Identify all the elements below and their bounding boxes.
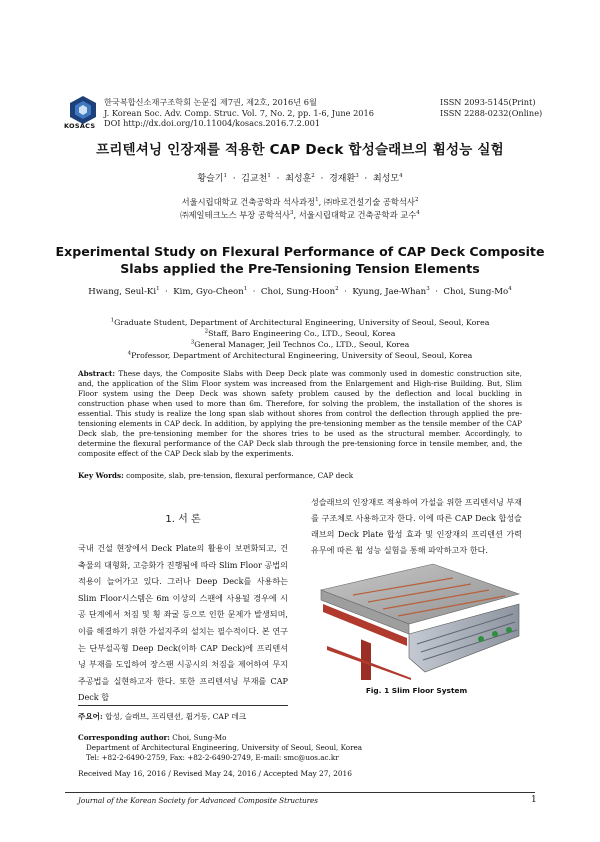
title-en: Experimental Study on Flexural Performance of CAP Deck Composite Slabs applied the Pre-Tensioning Tension Elements <box>55 244 545 276</box>
author-en: Choi, Sung-Hoon$^2$ <box>260 286 339 297</box>
author-kr: 김교천$^1$ <box>241 173 271 184</box>
author-kr: 경재환$^3$ <box>329 173 359 184</box>
page-number: 1 <box>531 795 537 805</box>
journal-name-kr: 한국복합신소재구조학회 논문집 제7권, 제2호, 2016년 6월 <box>104 97 317 107</box>
footer-journal: Journal of the Korean Society for Advanced Composite Structures <box>78 796 318 805</box>
author-en: Kim, Gyo-Cheon$^1$ <box>173 286 248 297</box>
author-kr: 황슬기$^1$ <box>197 173 227 184</box>
keywords-text: composite, slab, pre-tension, flexural performance, CAP deck <box>126 471 354 480</box>
issn-block <box>440 97 542 118</box>
intro-column-2: 성슬래브의 인장재로 적용하여 가설을 위한 프리텐셔닝 부재를 구조체로 사용하고자 한다. 이에 따른 CAP Deck 합성슬래브의 Deck Plate 합성 효과 및 인장재의 프리텐션 가력 유무에 따른 휨 성능 실험을 통해 파악하고자 한다. <box>311 497 522 555</box>
title-kr: 프리텐셔닝 인장재를 적용한 CAP Deck 합성슬래브의 휨성능 실험 <box>96 142 504 158</box>
journal-header <box>104 97 374 129</box>
affiliations-en: $^1$Graduate Student, Department of Architectural Engineering, University of Seoul, Seoul, Korea $^2$Staff, Baro Engineering Co., LTD., Seoul, Korea $^3$General Manager, Jeil Technos Co., LTD., Seoul, Korea $^4$Professor, Department of Architectural Engineering, University of Seoul, Seoul, Korea <box>110 317 490 360</box>
author-kr: 최성훈$^2$ <box>285 173 315 184</box>
author-en: Choi, Sung-Mo$^4$ <box>443 286 512 297</box>
logo-label: KOSACS <box>64 122 96 130</box>
journal-citation: J. Korean Soc. Adv. Comp. Struc. Vol. 7, No. 2, pp. 1-6, June 2016 <box>104 107 374 118</box>
intro-column-1: 국내 건설 현장에서 Deck Plate의 활용이 보편화되고, 건축물의 대형화, 고층화가 진행됨에 따라 Slim Floor 공법의 적용이 늘어가고 있다. 그러나 Deep Deck를 사용하는 Slim Floor시스템은 6m 이상의 스팬에 사용될 경우에 시공 단계에서 처짐 및 횡 좌굴 등으로 인한 문제가 발생되며, 이를 해결하기 위한 가설지주의 설치는 필수적이다. 본 연구는 단부설곡형 Deep Deck(이하 CAP Deck)에 프리텐셔닝 부재를 도입하여 장스팬 시공시의 처짐을 제어하여 무지주공법을 실현하고자 한다. 또한 프리텐셔닝 부재를 CAP Deck 합 <box>78 543 288 703</box>
doi: DOI http://dx.doi.org/10.11004/kosacs.2016.7.2.001 <box>104 118 321 128</box>
affiliation-kr: 서울시립대학교 건축공학과 석사과정$^1$, ㈜바로건설기술 공학석사$^2$ ㈜제일테크노스 부장 공학석사$^3$, 서울시립대학교 건축공학과 교수$^4$ <box>180 197 420 220</box>
authors-kr: 황슬기$^1$ · 김교천$^1$ · 최성훈$^2$ · 경재환$^3$ · 최성모$^4$ <box>197 173 403 184</box>
author-kr: 최성모$^4$ <box>373 173 403 184</box>
abstract <box>78 369 522 459</box>
issn-print: ISSN 2093-5145(Print) <box>440 97 536 107</box>
keywords <box>78 471 522 480</box>
footer-divider <box>65 792 535 793</box>
abstract-label: Abstract: <box>78 369 116 378</box>
issn-online: ISSN 2288-0232(Online) <box>440 107 543 118</box>
figure-caption: Fig. 1 Slim Floor System <box>365 686 468 695</box>
figure-slim-floor <box>313 560 525 680</box>
received-dates: Received May 16, 2016 / Revised May 24, 2016 / Accepted May 27, 2016 <box>78 769 352 778</box>
section-title: 1. 서 론 <box>165 514 201 525</box>
authors-en: Hwang, Seul-Ki$^1$ · Kim, Gyo-Cheon$^1$ · Choi, Sung-Hoon$^2$ · Kyung, Jae-Whan$^3$ · Choi, Sung-Mo$^4$ <box>88 286 512 297</box>
author-en: Hwang, Seul-Ki$^1$ <box>88 286 160 297</box>
keywords-kr: 주요어: 합성, 슬래브, 프리텐션, 휨거동, CAP 데크 <box>78 712 247 721</box>
footnote-divider <box>78 705 288 706</box>
corresponding-author: Corresponding author: Choi, Sung-Mo Department of Architectural Engineering, University of Seoul, Seoul, Korea Tel: +82-2-6490-2759, Fax: +82-2-6490-2749, E-mail: smc@uos.ac.kr <box>78 733 363 762</box>
abstract-text: These days, the Composite Slabs with Deep Deck plate was commonly used in domestic construction site, and, the application of the Slim Floor system was increased from the Enlargement and High-rise Building. But, Slim Floor system using the Deep Deck was shown safety problem caused by the deflection and local buckling in construction phase when used to more than 6m. Therefore, for solving the problem, the installation of the shores is essential. This study is realize the long span slab without shores from control the deflection through applied the pre-tensioning elements in CAP deck. In addition, by applying the pre-tensioning member as the tensile member of the CAP Deck slab, the pre-tensioning member for the shores tries to be used as the structural member. Accordingly, to determine the flexural performance of the CAP Deck slab through the pre-tensioning force in tensile member, and, the composite effect of the CAP Deck slab by the experiments. <box>78 369 522 458</box>
keywords-label: Key Words: <box>78 471 124 480</box>
author-en: Kyung, Jae-Whan$^3$ <box>352 286 430 297</box>
